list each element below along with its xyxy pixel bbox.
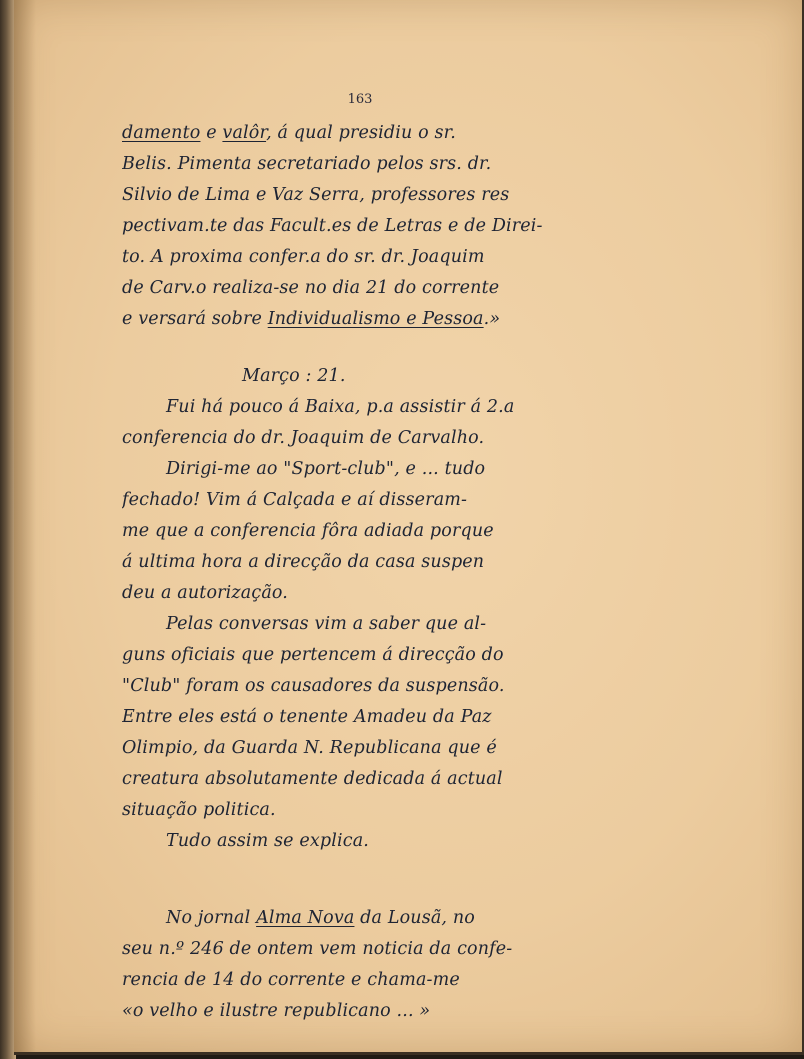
spacer [122, 857, 722, 903]
text-line: e versará sobre Individualismo e Pessoa.» [122, 309, 501, 329]
underlined-title: Individualismo e Pessoa [267, 309, 484, 329]
text-line: rencia de 14 do corrente e chama-me [122, 970, 460, 990]
text-line: creatura absolutamente dedicada á actual [122, 769, 503, 789]
text-line: fechado! Vim á Calçada e aí disseram- [122, 490, 468, 510]
page-number: 163 [347, 92, 373, 107]
text-line: "Club" foram os causadores da suspensão. [122, 676, 505, 696]
text-line: Silvio de Lima e Vaz Serra, professores res [122, 185, 510, 205]
text-line: Tudo assim se explica. [166, 831, 370, 851]
text-line: seu n.º 246 de ontem vem noticia da confe- [122, 939, 513, 959]
text-line: to. A proxima confer.a do sr. dr. Joaquim [122, 247, 485, 267]
text-line: Belis. Pimenta secretariado pelos srs. dr. [122, 154, 492, 174]
text-line: No jornal Alma Nova da Lousã, no [166, 908, 475, 928]
newspaper-name: Alma Nova [256, 908, 355, 928]
text-line: Dirigi-me ao "Sport-club", e ... tudo [166, 459, 486, 479]
manuscript-page [14, 0, 804, 1055]
text-line: conferencia do dr. Joaquim de Carvalho. [122, 428, 485, 448]
text-line: de Carv.o realiza-se no dia 21 do corrente [122, 278, 500, 298]
handwritten-text [122, 118, 722, 1027]
text-line: «o velho e ilustre republicano ... » [122, 1001, 431, 1021]
text-line: Entre eles está o tenente Amadeu da Paz [122, 707, 492, 727]
text-line: Pelas conversas vim a saber que al- [166, 614, 487, 634]
text-line: Fui há pouco á Baixa, p.a assistir á 2.a [166, 397, 515, 417]
text-line: guns oficiais que pertencem á direcção do [122, 645, 504, 665]
text-line: deu a autorização. [122, 583, 289, 603]
text-line: situação politica. [122, 800, 276, 820]
spacer [122, 335, 722, 361]
text-line: Olimpio, da Guarda N. Republicana que é [122, 738, 497, 758]
text-line: á ultima hora a direcção da casa suspen [122, 552, 485, 572]
text-line: me que a conferencia fôra adiada porque [122, 521, 494, 541]
binding-shadow [14, 0, 36, 1052]
text-line: pectivam.te das Facult.es de Letras e de Direi- [122, 216, 543, 236]
entry-date: Março : 21. [242, 366, 346, 386]
text-line: damento e valôr, á qual presidiu o sr. [122, 123, 456, 143]
